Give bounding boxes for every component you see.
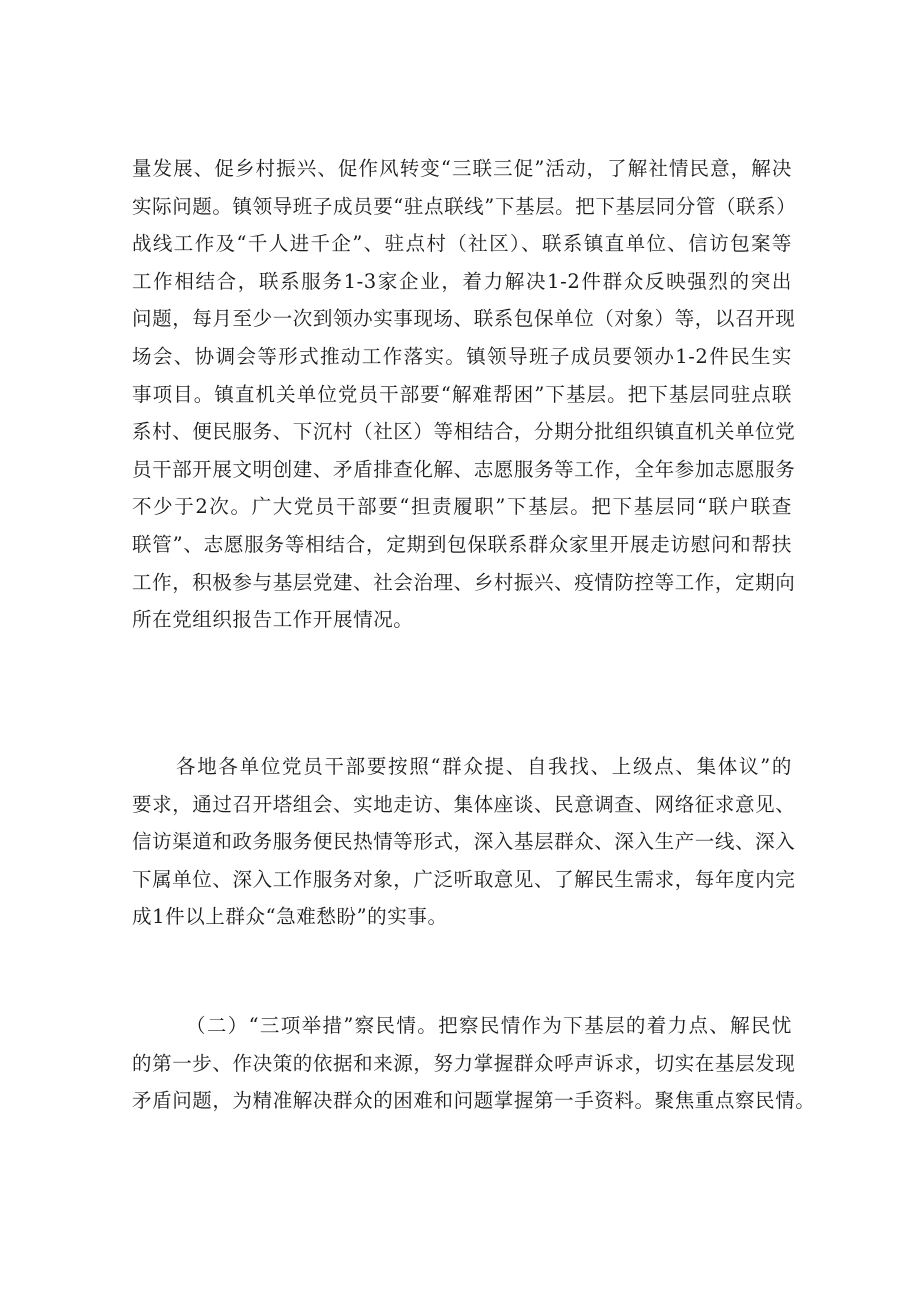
text-line: 工作，积极参与基层党建、社会治理、乡村振兴、疫情防控等工作，定期向 [132,570,796,594]
text-line: 战线工作及“千人进千企”、驻点村（社区）、联系镇直单位、信访包案等 [132,232,792,256]
text-line: 不少于2次。广大党员干部要“担责履职”下基层。把下基层同“联户联查 [132,495,792,519]
text-line: 成1件以上群众“急难愁盼”的实事。 [132,905,448,929]
paragraph-1 [132,150,797,639]
text-line: 的第一步、作决策的依据和来源，努力掌握群众呼声诉求，切实在基层发现 [132,1051,796,1075]
text-line: 场会、协调会等形式推动工作落实。镇领导班子成员要领办1-2件民生实 [132,344,792,368]
text-line: 工作相结合，联系服务1-3家企业，着力解决1-2件群众反映强烈的突出 [132,269,792,293]
text-line: 量发展、促乡村振兴、促作风转变“三联三促”活动，了解社情民意，解决 [132,157,792,180]
text-line: 矛盾问题，为精准解决群众的困难和问题掌握第一手资料。聚焦重点察民情。 [132,1089,816,1113]
text-line: 下属单位、深入工作服务对象，广泛听取意见、了解民生需求，每年度内完 [132,867,796,891]
text-line: 实际问题。镇领导班子成员要“驻点联线”下基层。把下基层同分管（联系） [132,194,797,218]
text-line: 联管”、志愿服务等相结合，定期到包保联系群众家里开展走访慰问和帮扶 [132,532,792,556]
text-line: 员干部开展文明创建、矛盾排查化解、志愿服务等工作，全年参加志愿服务 [132,457,796,481]
text-line: 各地各单位党员干部要按照“群众提、自我找、上级点、集体议”的 [176,755,792,778]
paragraph-2 [132,748,796,936]
text-line: 要求，通过召开塔组会、实地走访、集体座谈、民意调查、网络征求意见、 [132,792,796,816]
text-line: 系村、便民服务、下沉村（社区）等相结合，分期分批组织镇直机关单位党 [132,420,796,444]
text-line: 问题，每月至少一次到领办实事现场、联系包保单位（对象）等，以召开现 [132,307,796,331]
text-line: 事项目。镇直机关单位党员干部要“解难帮困”下基层。把下基层同驻点联 [132,382,792,406]
text-line: 信访渠道和政务服务便民热情等形式，深入基层群众、深入生产一线、深入 [132,830,796,854]
paragraph-3 [132,1007,816,1120]
text-line: 所在党组织报告工作开展情况。 [132,608,414,632]
text-line: （二）“三项举措”察民情。把察民情作为下基层的着力点、解民忧 [186,1014,792,1037]
